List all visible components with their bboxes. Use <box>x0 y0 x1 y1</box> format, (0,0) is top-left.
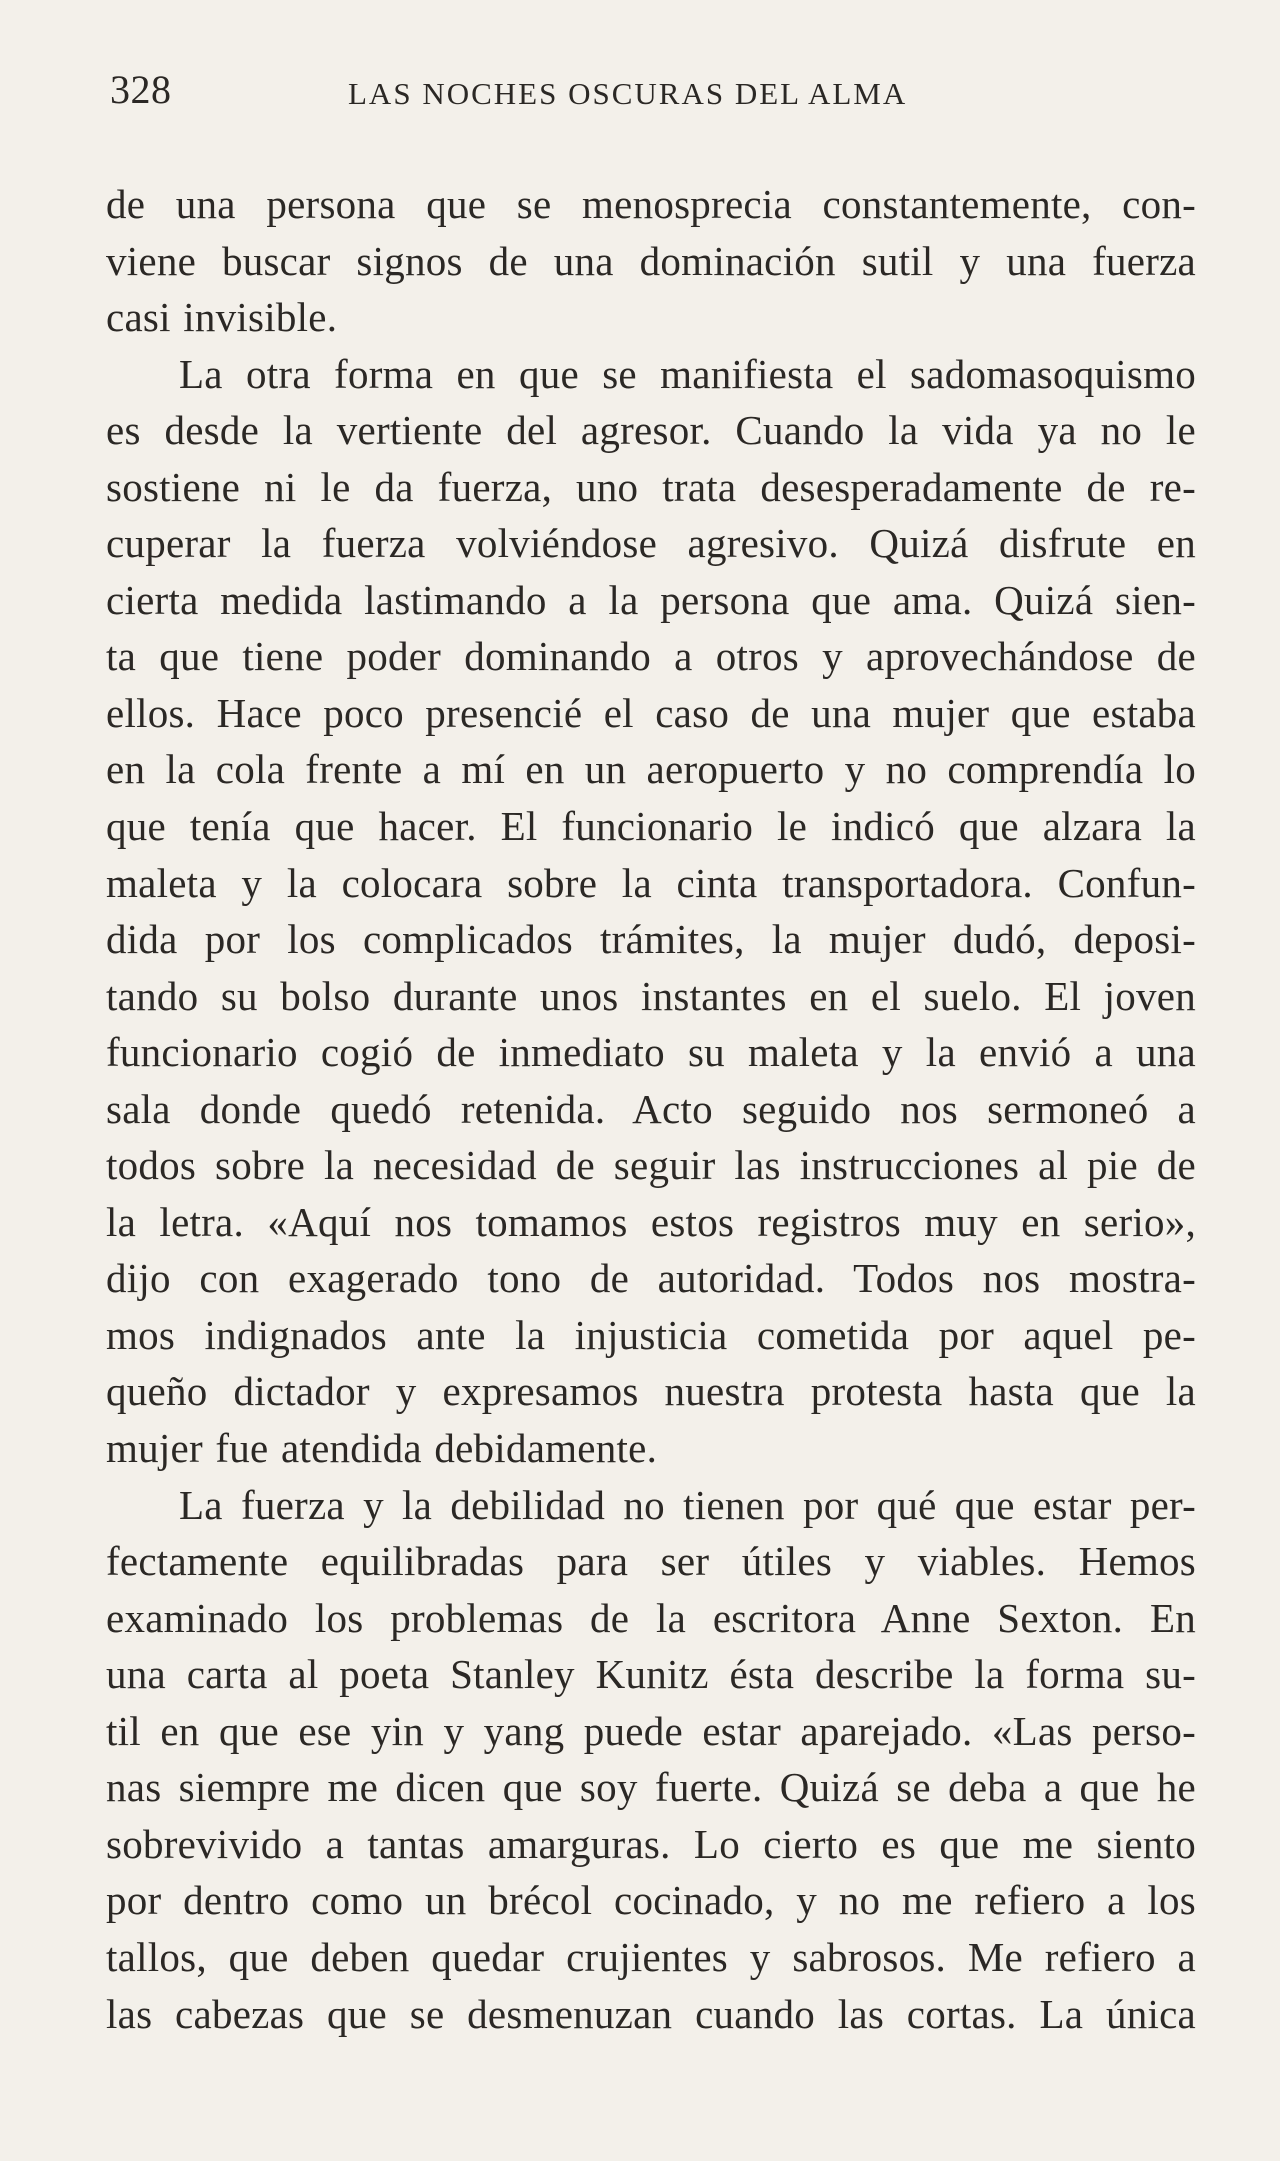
text-line: casi invisible. <box>106 294 338 341</box>
text-line: mos indignados ante la injusticia cometida por aquel pe- <box>106 1311 1196 1358</box>
page-header <box>110 60 1190 120</box>
page-number: 328 <box>110 67 172 112</box>
text-line: cuperar la fuerza volviéndose agresivo. Quizá disfrute en <box>106 520 1196 567</box>
text-line: mujer fue atendida debidamente. <box>106 1425 658 1472</box>
running-head: LAS NOCHES OSCURAS DEL ALMA <box>348 76 908 111</box>
text-line: las cabezas que se desmenuzan cuando las cortas. La única <box>106 1990 1196 2037</box>
text-line: por dentro como un brécol cocinado, y no me refiero a los <box>106 1877 1196 1924</box>
text-line: queño dictador y expresamos nuestra protesta hasta que la <box>106 1368 1196 1415</box>
text-line: la letra. «Aquí nos tomamos estos registros muy en serio», <box>106 1198 1196 1245</box>
text-line: viene buscar signos de una dominación sutil y una fuerza <box>106 237 1196 284</box>
text-line: funcionario cogió de inmediato su maleta y la envió a una <box>106 1029 1196 1076</box>
text-line: maleta y la colocara sobre la cinta transportadora. Confun- <box>106 859 1196 906</box>
text-line: tallos, que deben quedar crujientes y sabrosos. Me refiero a <box>106 1933 1196 1980</box>
text-line: cierta medida lastimando a la persona que ama. Quizá sien- <box>106 576 1196 623</box>
text-line: todos sobre la necesidad de seguir las instrucciones al pie de <box>106 1142 1196 1189</box>
text-line: til en que ese yin y yang puede estar aparejado. «Las perso- <box>106 1707 1196 1754</box>
text-line: sala donde quedó retenida. Acto seguido nos sermoneó a <box>106 1085 1196 1132</box>
text-line: ta que tiene poder dominando a otros y aprovechándose de <box>106 633 1196 680</box>
text-line: ellos. Hace poco presencié el caso de una mujer que estaba <box>106 689 1196 736</box>
text-line: La otra forma en que se manifiesta el sadomasoquismo <box>179 350 1196 397</box>
text-line: una carta al poeta Stanley Kunitz ésta describe la forma su- <box>106 1651 1196 1698</box>
text-line: de una persona que se menosprecia constantemente, con- <box>106 181 1196 227</box>
text-line: examinado los problemas de la escritora Anne Sexton. En <box>106 1594 1196 1641</box>
text-line: es desde la vertiente del agresor. Cuando la vida ya no le <box>106 407 1196 454</box>
text-line: sostiene ni le da fuerza, uno trata desesperadamente de re- <box>106 463 1196 510</box>
body-text <box>106 176 1196 2042</box>
text-line: tando su bolso durante unos instantes en el suelo. El joven <box>106 972 1196 1019</box>
text-line: dijo con exagerado tono de autoridad. Todos nos mostra- <box>106 1255 1196 1302</box>
text-line: en la cola frente a mí en un aeropuerto y no comprendía lo <box>106 746 1196 793</box>
text-line: fectamente equilibradas para ser útiles y viables. Hemos <box>106 1538 1196 1585</box>
text-line: sobrevivido a tantas amarguras. Lo cierto es que me siento <box>106 1820 1196 1867</box>
text-line: que tenía que hacer. El funcionario le indicó que alzara la <box>106 803 1196 850</box>
text-line: La fuerza y la debilidad no tienen por qué que estar per- <box>179 1481 1196 1528</box>
text-line: nas siempre me dicen que soy fuerte. Quizá se deba a que he <box>106 1764 1196 1811</box>
text-line: dida por los complicados trámites, la mujer dudó, deposi- <box>106 916 1196 963</box>
